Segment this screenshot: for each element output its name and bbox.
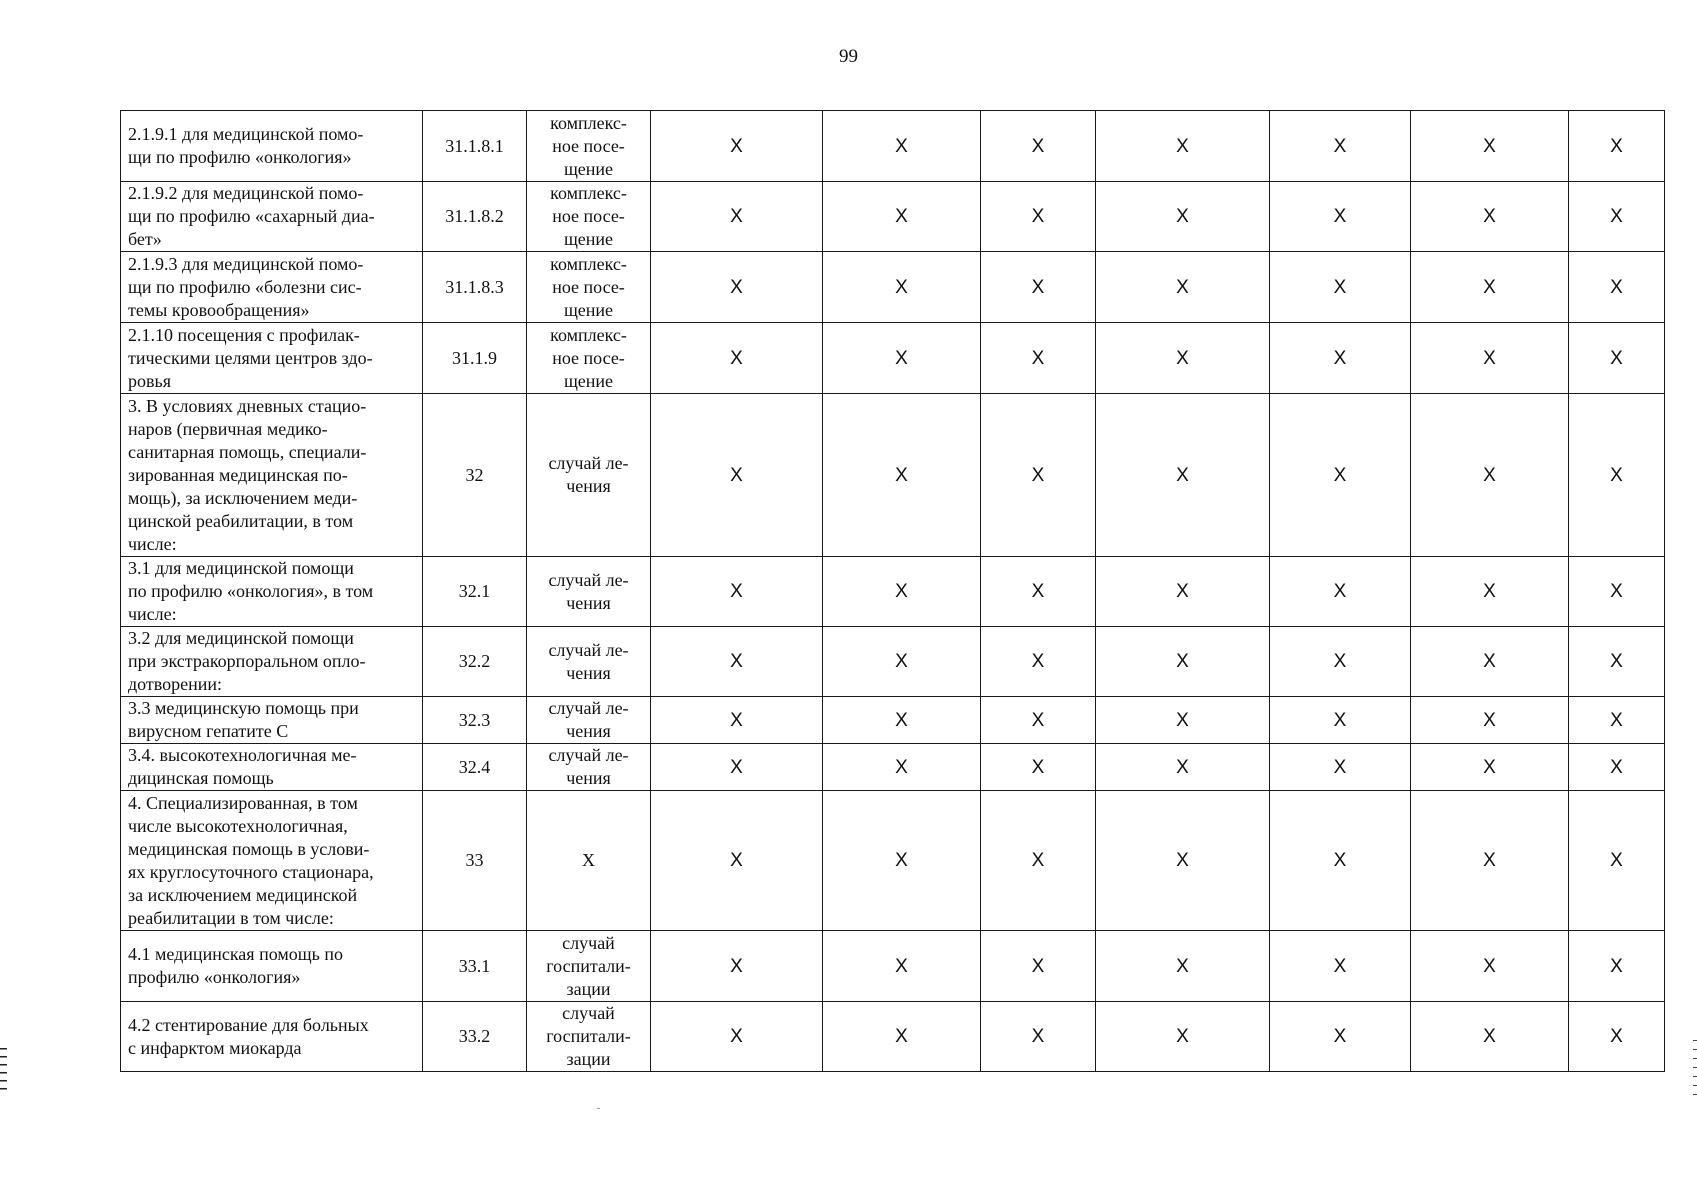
row-name: 2.1.10 посещения с профилак- тическими целями центров здо- ровья: [128, 324, 373, 391]
row-mark-cell: Х: [1096, 252, 1270, 323]
row-name: 3. В условиях дневных стацио- наров (первичная медико- санитарная помощь, специали- зированная медицинская по- мощь), за исключением меди- цинской реабилитации, в том числе:: [128, 395, 367, 554]
row-mark-cell: Х: [981, 627, 1096, 697]
row-mark-cell: Х: [651, 557, 823, 627]
row-mark-cell: Х: [1411, 557, 1569, 627]
row-unit-cell: [527, 252, 651, 323]
row-unit-cell: [527, 791, 651, 931]
row-mark-cell: Х: [651, 252, 823, 323]
row-mark-cell: Х: [1569, 627, 1665, 697]
row-code: 32.1: [423, 557, 527, 627]
row-mark-cell: Х: [981, 1002, 1096, 1072]
row-name-cell: [121, 182, 423, 252]
row-mark-cell: Х: [651, 182, 823, 252]
row-name: 3.3 медицинскую помощь при вирусном гепатите С: [128, 698, 359, 741]
row-mark-cell: Х: [651, 697, 823, 744]
table-row: [121, 697, 1665, 744]
row-unit-cell: [527, 931, 651, 1002]
row-mark-cell: Х: [1411, 182, 1569, 252]
row-code: 33.2: [423, 1002, 527, 1072]
row-unit-cell: [527, 111, 651, 182]
table-row: [121, 323, 1665, 394]
row-mark-cell: Х: [651, 627, 823, 697]
row-mark-cell: Х: [1569, 744, 1665, 791]
row-code: 31.1.8.2: [423, 182, 527, 252]
data-table: [120, 110, 1665, 1072]
row-name-cell: [121, 394, 423, 557]
row-mark-cell: Х: [1569, 791, 1665, 931]
row-mark-cell: Х: [981, 697, 1096, 744]
data-table-container: [120, 110, 1664, 1072]
table-row: [121, 394, 1665, 557]
row-code: 33: [423, 791, 527, 931]
row-code: 31.1.8.1: [423, 111, 527, 182]
row-mark-cell: Х: [1270, 931, 1411, 1002]
row-code: 32.4: [423, 744, 527, 791]
row-code: 32: [423, 394, 527, 557]
row-name: 4. Специализированная, в том числе высокотехнологичная, медицинская помощь в услови- ях круглосуточного стационара, за исключением медицинской реабилитации в том числе:: [128, 792, 374, 928]
row-mark-cell: Х: [981, 394, 1096, 557]
row-mark-cell: Х: [1411, 627, 1569, 697]
row-mark-cell: Х: [823, 252, 981, 323]
row-mark-cell: Х: [1569, 1002, 1665, 1072]
row-unit-cell: [527, 323, 651, 394]
row-mark-cell: Х: [1569, 323, 1665, 394]
row-name-cell: [121, 557, 423, 627]
row-unit: случай ле- чения: [548, 569, 629, 613]
row-name: 3.4. высокотехнологичная ме- дицинская помощь: [128, 745, 357, 788]
table-body: [121, 111, 1665, 1072]
row-unit: комплекс- ное посе- щение: [550, 112, 627, 179]
row-name-cell: [121, 697, 423, 744]
row-name-cell: [121, 744, 423, 791]
row-mark-cell: Х: [1096, 111, 1270, 182]
row-mark-cell: Х: [1096, 931, 1270, 1002]
row-unit-cell: [527, 744, 651, 791]
row-mark-cell: Х: [981, 182, 1096, 252]
row-mark-cell: Х: [1096, 791, 1270, 931]
row-mark-cell: Х: [981, 252, 1096, 323]
row-mark-cell: Х: [823, 791, 981, 931]
row-mark-cell: Х: [823, 323, 981, 394]
left-margin-marks: [0, 1048, 7, 1096]
row-mark-cell: Х: [1569, 182, 1665, 252]
row-mark-cell: Х: [1270, 791, 1411, 931]
row-mark-cell: Х: [823, 111, 981, 182]
row-mark-cell: Х: [1411, 394, 1569, 557]
row-mark-cell: Х: [1270, 744, 1411, 791]
row-mark-cell: Х: [823, 394, 981, 557]
row-unit-cell: [527, 697, 651, 744]
row-mark-cell: Х: [651, 744, 823, 791]
scan-speck: [597, 1108, 600, 1109]
row-code: 32.3: [423, 697, 527, 744]
row-mark-cell: Х: [651, 791, 823, 931]
row-name: 2.1.9.3 для медицинской помо- щи по профилю «болезни сис- темы кровообращения»: [128, 253, 364, 320]
row-mark-cell: Х: [823, 557, 981, 627]
row-unit: случай госпитали- зации: [546, 1003, 631, 1069]
row-mark-cell: Х: [1096, 697, 1270, 744]
row-name-cell: [121, 931, 423, 1002]
table-row: [121, 627, 1665, 697]
row-mark-cell: Х: [1411, 252, 1569, 323]
row-mark-cell: Х: [1569, 252, 1665, 323]
row-mark-cell: Х: [823, 744, 981, 791]
row-mark-cell: Х: [1270, 697, 1411, 744]
row-mark-cell: Х: [1096, 394, 1270, 557]
row-code: 31.1.9: [423, 323, 527, 394]
row-mark-cell: Х: [1270, 252, 1411, 323]
table-row: [121, 791, 1665, 931]
row-code: 32.2: [423, 627, 527, 697]
row-unit: случай ле- чения: [548, 453, 629, 496]
row-name-cell: [121, 252, 423, 323]
row-mark-cell: Х: [1096, 744, 1270, 791]
row-name-cell: [121, 791, 423, 931]
row-mark-cell: Х: [1569, 931, 1665, 1002]
row-name: 4.1 медицинская помощь по профилю «онкология»: [128, 944, 343, 987]
row-name-cell: [121, 111, 423, 182]
row-mark-cell: Х: [1096, 182, 1270, 252]
row-unit-cell: [527, 1002, 651, 1072]
row-code: 31.1.8.3: [423, 252, 527, 323]
row-name-cell: [121, 627, 423, 697]
row-unit: комплекс- ное посе- щение: [550, 253, 627, 320]
row-mark-cell: Х: [1569, 697, 1665, 744]
row-name: 2.1.9.1 для медицинской помо- щи по профилю «онкология»: [128, 124, 364, 167]
row-mark-cell: Х: [651, 931, 823, 1002]
row-mark-cell: Х: [1411, 791, 1569, 931]
row-mark-cell: Х: [981, 791, 1096, 931]
row-mark-cell: Х: [651, 394, 823, 557]
row-mark-cell: Х: [981, 557, 1096, 627]
table-row: [121, 182, 1665, 252]
table-row: [121, 931, 1665, 1002]
row-mark-cell: Х: [1096, 627, 1270, 697]
row-mark-cell: Х: [1270, 1002, 1411, 1072]
row-mark-cell: Х: [1411, 111, 1569, 182]
row-unit: Х: [582, 850, 595, 870]
row-name: 4.2 стентирование для больных с инфарктом миокарда: [128, 1014, 369, 1058]
row-mark-cell: Х: [1569, 111, 1665, 182]
row-mark-cell: Х: [1096, 557, 1270, 627]
row-mark-cell: Х: [823, 1002, 981, 1072]
row-mark-cell: Х: [1411, 1002, 1569, 1072]
table-row: [121, 111, 1665, 182]
row-mark-cell: Х: [1096, 323, 1270, 394]
row-mark-cell: Х: [651, 1002, 823, 1072]
row-mark-cell: Х: [1411, 744, 1569, 791]
row-unit-cell: [527, 557, 651, 627]
row-mark-cell: Х: [1411, 931, 1569, 1002]
page-number: 99: [839, 46, 858, 67]
row-mark-cell: Х: [823, 627, 981, 697]
row-mark-cell: Х: [1270, 394, 1411, 557]
row-mark-cell: Х: [1270, 323, 1411, 394]
row-unit: случай ле- чения: [548, 698, 629, 741]
row-mark-cell: Х: [981, 931, 1096, 1002]
row-name: 3.1 для медицинской помощи по профилю «онкология», в том числе:: [128, 558, 374, 624]
row-mark-cell: Х: [823, 697, 981, 744]
row-mark-cell: Х: [981, 111, 1096, 182]
row-unit-cell: [527, 394, 651, 557]
table-row: [121, 1002, 1665, 1072]
right-margin-marks: [1693, 1040, 1697, 1096]
row-unit: случай ле- чения: [548, 745, 629, 788]
row-name-cell: [121, 323, 423, 394]
row-mark-cell: Х: [1569, 394, 1665, 557]
row-unit: комплекс- ное посе- щение: [550, 324, 627, 391]
row-mark-cell: Х: [1569, 557, 1665, 627]
row-mark-cell: Х: [1270, 557, 1411, 627]
row-mark-cell: Х: [1096, 1002, 1270, 1072]
row-name-cell: [121, 1002, 423, 1072]
row-mark-cell: Х: [651, 323, 823, 394]
row-name: 3.2 для медицинской помощи при экстракорпоральном опло- дотворении:: [128, 628, 366, 694]
row-mark-cell: Х: [1411, 323, 1569, 394]
row-mark-cell: Х: [1411, 697, 1569, 744]
row-unit: случай ле- чения: [548, 639, 629, 683]
row-mark-cell: Х: [981, 323, 1096, 394]
row-code: 33.1: [423, 931, 527, 1002]
row-mark-cell: Х: [1270, 111, 1411, 182]
table-row: [121, 557, 1665, 627]
row-mark-cell: Х: [823, 931, 981, 1002]
row-mark-cell: Х: [1270, 627, 1411, 697]
table-row: [121, 252, 1665, 323]
row-unit: случай госпитали- зации: [546, 932, 631, 999]
row-name: 2.1.9.2 для медицинской помо- щи по профилю «сахарный диа- бет»: [128, 183, 375, 249]
row-mark-cell: Х: [651, 111, 823, 182]
row-unit-cell: [527, 627, 651, 697]
row-mark-cell: Х: [1270, 182, 1411, 252]
row-mark-cell: Х: [981, 744, 1096, 791]
row-unit-cell: [527, 182, 651, 252]
row-mark-cell: Х: [823, 182, 981, 252]
table-row: [121, 744, 1665, 791]
row-unit: комплекс- ное посе- щение: [550, 183, 627, 249]
